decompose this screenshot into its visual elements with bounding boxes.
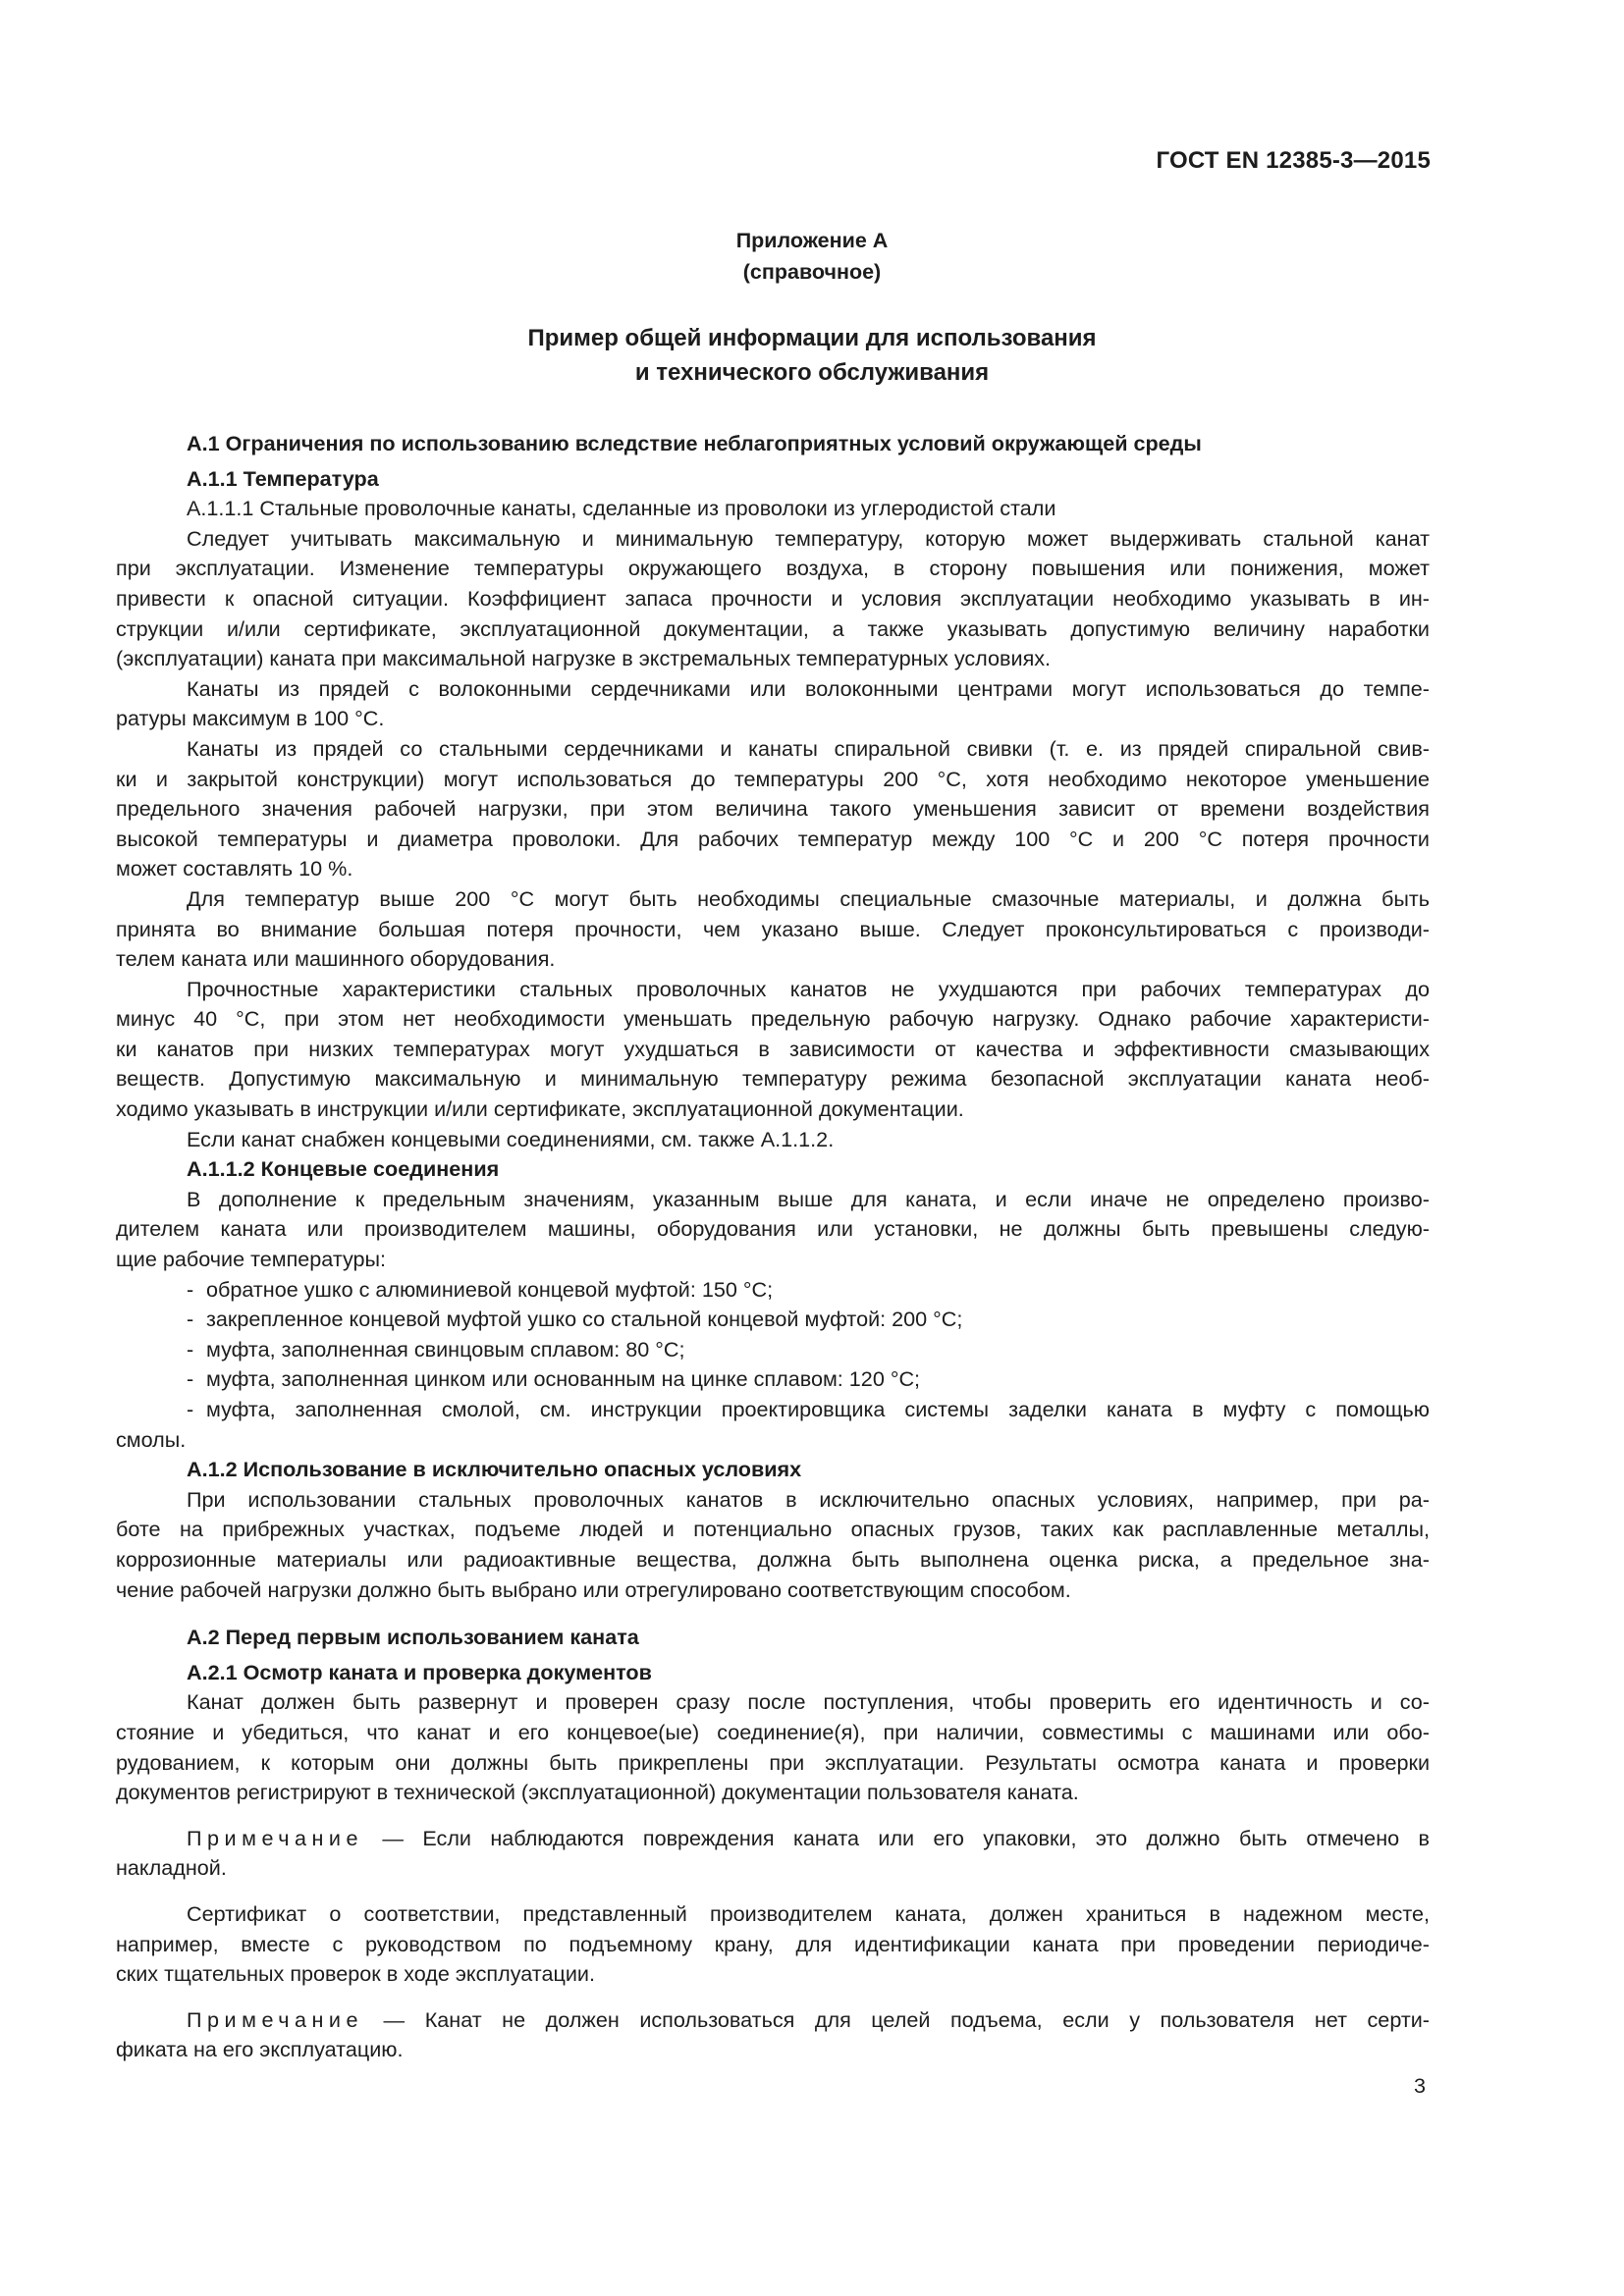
text-line: ки и закрытой конструкции) могут использоваться до температуры 200 °С, хотя необходимо некоторое уменьшение — [116, 766, 1430, 791]
section-heading-a2: А.2 Перед первым использованием каната — [187, 1625, 639, 1650]
list-item: - обратное ушко с алюминиевой концевой муфтой: 150 °С; — [116, 1275, 1430, 1306]
annex-title-line: Пример общей информации для использования — [527, 325, 1097, 351]
dash-bullet: - — [187, 1276, 194, 1302]
text-line: При использовании стальных проволочных канатов в исключительно опасных условиях, например, при ра- — [187, 1486, 1430, 1512]
text-line: может составлять 10 %. — [116, 856, 353, 881]
paragraph — [116, 734, 1430, 884]
list-item: - закрепленное концевой муфтой ушко со стальной концевой муфтой: 200 °С; — [116, 1305, 1430, 1335]
dash-bullet: - — [187, 1397, 194, 1421]
text-line: веществ. Допустимую максимальную и минимальную температуру режима безопасной эксплуатации каната необ- — [116, 1066, 1430, 1092]
text-line: Канат должен быть развернут и проверен сразу после поступления, чтобы проверить его идентичность и со- — [187, 1689, 1430, 1715]
annex-heading — [0, 225, 1624, 288]
text-line: Канаты из прядей со стальными сердечниками и канаты спиральной свивки (т. е. из прядей спиральной свив- — [187, 735, 1430, 761]
list-item-continuation: смолы. — [116, 1426, 187, 1452]
text-line: щие рабочие температуры: — [116, 1247, 387, 1272]
text-line: Если канат снабжен концевыми соединениями, см. также А.1.1.2. — [187, 1126, 835, 1151]
text-line: стояние и убедиться, что канат и его концевое(ые) соединение(я), при наличии, совместимы с машинами или обо- — [116, 1719, 1430, 1744]
list-item: - муфта, заполненная цинком или основанным на цинке сплавом: 120 °С; — [116, 1364, 1430, 1395]
paragraph — [116, 674, 1430, 734]
text-line: ратуры максимум в 100 °С. — [116, 706, 385, 731]
text-line: коррозионные материалы или радиоактивные вещества, должна быть выполнена оценка риска, а предельное зна- — [116, 1546, 1430, 1572]
document-body — [116, 429, 1430, 2065]
text-line: Следует учитывать максимальную и минимальную температуру, которую может выдерживать стальной канат — [187, 525, 1430, 551]
annex-kind: (справочное) — [742, 260, 882, 284]
paragraph — [116, 975, 1430, 1125]
section-heading-a1-1: А.1.1 Температура — [187, 465, 379, 491]
note — [116, 2005, 1430, 2065]
text-line: В дополнение к предельным значениям, указанным выше для каната, и если иначе не определено произво- — [187, 1186, 1430, 1211]
text-line: принята во внимание большая потеря прочности, чем указано выше. Следует проконсультироваться с производи- — [116, 916, 1430, 941]
clause-a1-1-1: А.1.1.1 Стальные проволочные канаты, сделанные из проволоки из углеродистой стали — [187, 496, 1056, 521]
text-line: дителем каната или производителем машины, оборудования или установки, не должны быть превышены следую- — [116, 1216, 1430, 1242]
text-line: Сертификат о соответствии, представленный производителем каната, должен храниться в надежном месте, — [187, 1900, 1430, 1926]
dash-bullet: - — [187, 1336, 194, 1362]
text-line: привести к опасной ситуации. Коэффициент запаса прочности и условия эксплуатации необходимо указывать в ин- — [116, 585, 1430, 611]
paragraph — [116, 1185, 1430, 1275]
section-heading-a1: А.1 Ограничения по использованию вследствие неблагоприятных условий окружающей среды — [187, 431, 1202, 455]
annex-title-line: и технического обслуживания — [634, 359, 990, 386]
list-item: - муфта, заполненная свинцовым сплавом: 80 °С; — [116, 1335, 1430, 1365]
text-line: документов регистрируют в технической (эксплуатационной) документации пользователя каната. — [116, 1780, 1079, 1805]
section-heading-a2-1: А.2.1 Осмотр каната и проверка документов — [187, 1659, 652, 1684]
bullet-list — [116, 1275, 1430, 1456]
text-line: ских тщательных проверок в ходе эксплуатации. — [116, 1961, 595, 1987]
section-heading-a1-1-2: А.1.1.2 Концевые соединения — [187, 1156, 500, 1182]
text-line: (эксплуатации) каната при максимальной нагрузке в экстремальных температурных условиях. — [116, 646, 1052, 671]
text-line: боте на прибрежных участках, подъеме людей и потенциально опасных грузов, таких как расплавленные металлы, — [116, 1517, 1430, 1542]
annex-label: Приложение А — [735, 229, 889, 252]
text-line: рудованием, к которым они должны быть прикреплены при эксплуатации. Результаты осмотра каната и проверки — [116, 1749, 1430, 1775]
list-item: - муфта, заполненная смолой, см. инструкции проектировщика системы заделки каната в муфту с помощью — [116, 1395, 1430, 1425]
paragraph — [116, 1899, 1430, 1990]
paragraph — [116, 1485, 1430, 1605]
text-line: предельного значения рабочей нагрузки, при этом величина такого уменьшения зависит от времени воздействия — [116, 796, 1430, 822]
note — [116, 1824, 1430, 1884]
text-line: Прочностные характеристики стальных проволочных канатов не ухудшаются при рабочих температурах до — [187, 976, 1430, 1001]
paragraph — [116, 524, 1430, 674]
note-line: Примечание — Если наблюдаются повреждения каната или его упаковки, это должно быть отмечено в — [187, 1825, 1430, 1850]
text-line: минус 40 °С, при этом нет необходимости уменьшать предельную рабочую нагрузку. Однако рабочие характеристи- — [116, 1006, 1430, 1032]
text-line: высокой температуры и диаметра проволоки. Для рабочих температур между 100 °С и 200 °С потеря прочности — [116, 826, 1430, 851]
paragraph — [116, 884, 1430, 975]
text-line: ки канатов при низких температурах могут ухудшаться в зависимости от качества и эффективности смазывающих — [116, 1036, 1430, 1061]
note-label: Примечание — [187, 2006, 363, 2032]
dash-bullet: - — [187, 1307, 194, 1332]
note-line: Примечание — Канат не должен использоваться для целей подъема, если у пользователя нет серти- — [187, 2006, 1430, 2032]
note-line: накладной. — [116, 1855, 227, 1881]
text-line: например, вместе с руководством по подъемному крану, для идентификации каната при проведении периодиче- — [116, 1931, 1430, 1956]
text-line: струкции и/или сертификате, эксплуатационной документации, а также указывать допустимую величину наработки — [116, 615, 1430, 641]
page-number: 3 — [1413, 2073, 1426, 2098]
dash-bullet: - — [187, 1366, 194, 1392]
text-line: ходимо указывать в инструкции и/или сертификате, эксплуатационной документации. — [116, 1096, 964, 1122]
annex-title — [0, 321, 1624, 390]
text-line: при эксплуатации. Изменение температуры окружающего воздуха, в сторону повышения или понижения, может — [116, 556, 1430, 581]
paragraph — [116, 1687, 1430, 1807]
note-line: фиката на его эксплуатацию. — [116, 2037, 404, 2062]
text-line: Канаты из прядей с волоконными сердечниками или волоконными центрами могут использоваться до темпе- — [187, 675, 1430, 701]
note-label: Примечание — [187, 1825, 363, 1850]
text-line: телем каната или машинного оборудования. — [116, 946, 556, 972]
document-code: ГОСТ EN 12385-3—2015 — [1156, 147, 1431, 174]
text-line: Для температур выше 200 °С могут быть необходимы специальные смазочные материалы, и должна быть — [187, 885, 1430, 911]
text-line: чение рабочей нагрузки должно быть выбрано или отрегулировано соответствующим способом. — [116, 1576, 1071, 1602]
section-heading-a1-2: А.1.2 Использование в исключительно опасных условиях — [187, 1457, 802, 1482]
